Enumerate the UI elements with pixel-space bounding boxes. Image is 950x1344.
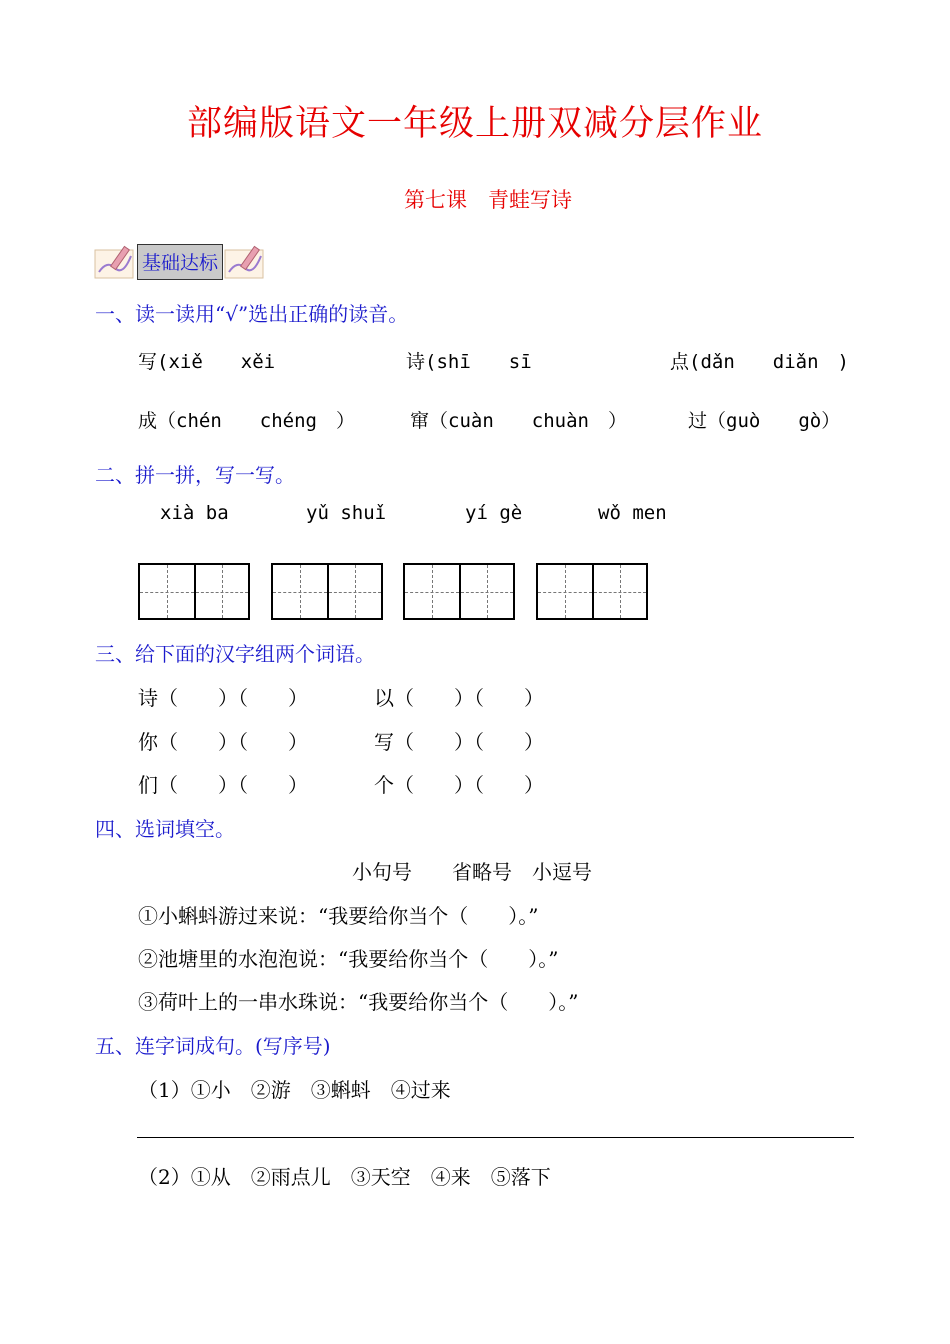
grid-cell[interactable] xyxy=(538,565,592,618)
q5-item: （2）①从 ②雨点儿 ③天空 ④来 ⑤落下 xyxy=(138,1165,551,1189)
grid-cell[interactable] xyxy=(273,565,327,618)
q4-word-options: 小句号 省略号 小逗号 xyxy=(352,860,592,884)
q4-heading: 四、选词填空。 xyxy=(95,817,235,841)
q4-item: ③荷叶上的一串水珠说：“我要给你当个（ ）。” xyxy=(138,990,579,1014)
q5-item: （1）①小 ②游 ③蝌蚪 ④过来 xyxy=(138,1078,451,1102)
grid-cell[interactable] xyxy=(327,565,381,618)
q3-heading: 三、给下面的汉字组两个词语。 xyxy=(95,642,375,666)
q1-item: 诗(shī sī xyxy=(406,351,532,373)
answer-line[interactable] xyxy=(137,1137,854,1138)
q4-item: ①小蝌蚪游过来说：“我要给你当个（ ）。” xyxy=(138,904,539,928)
q2-pinyin: wǒ men xyxy=(598,502,667,524)
q3-item: 诗（ ）（ ） xyxy=(138,686,308,710)
page-title: 部编版语文一年级上册双减分层作业 xyxy=(186,104,763,144)
q3-item: 你（ ）（ ） xyxy=(138,730,308,754)
q2-pinyin: yǔ shuǐ xyxy=(306,502,387,524)
grid-cell[interactable] xyxy=(592,565,646,618)
writing-grid[interactable] xyxy=(271,563,383,620)
q5-heading: 五、连字词成句。(写序号) xyxy=(95,1034,331,1058)
writing-grid[interactable] xyxy=(138,563,250,620)
grid-cell[interactable] xyxy=(405,565,459,618)
q3-item: 们（ ）（ ） xyxy=(138,773,308,797)
q1-item: 成（chén chéng ） xyxy=(138,410,355,432)
writing-grid[interactable] xyxy=(403,563,515,620)
badge-label: 基础达标 xyxy=(137,244,223,280)
pencil-decoration-icon xyxy=(93,242,137,282)
pencil-decoration-icon xyxy=(223,242,267,282)
q3-item: 写（ ）（ ） xyxy=(374,730,544,754)
q1-heading: 一、读一读用“√”选出正确的读音。 xyxy=(95,302,409,326)
q4-item: ②池塘里的水泡泡说：“我要给你当个（ ）。” xyxy=(138,947,559,971)
q1-item: 过（guò gò） xyxy=(688,410,841,432)
grid-cell[interactable] xyxy=(459,565,513,618)
grid-cell[interactable] xyxy=(140,565,194,618)
q3-item: 个（ ）（ ） xyxy=(374,773,544,797)
q2-pinyin: xià ba xyxy=(160,502,229,524)
writing-grid[interactable] xyxy=(536,563,648,620)
q3-item: 以（ ）（ ） xyxy=(374,686,544,710)
lesson-subtitle: 第七课 青蛙写诗 xyxy=(404,188,572,212)
grid-cell[interactable] xyxy=(194,565,248,618)
q2-heading: 二、拼一拼，写一写。 xyxy=(95,463,295,487)
q2-pinyin: yí gè xyxy=(465,502,523,524)
q1-item: 点(dǎn diǎn ) xyxy=(670,351,849,373)
section-badge xyxy=(93,238,267,286)
q1-item: 窜（cuàn chuàn ） xyxy=(410,410,627,432)
q1-item: 写(xiě xěi xyxy=(138,351,276,373)
